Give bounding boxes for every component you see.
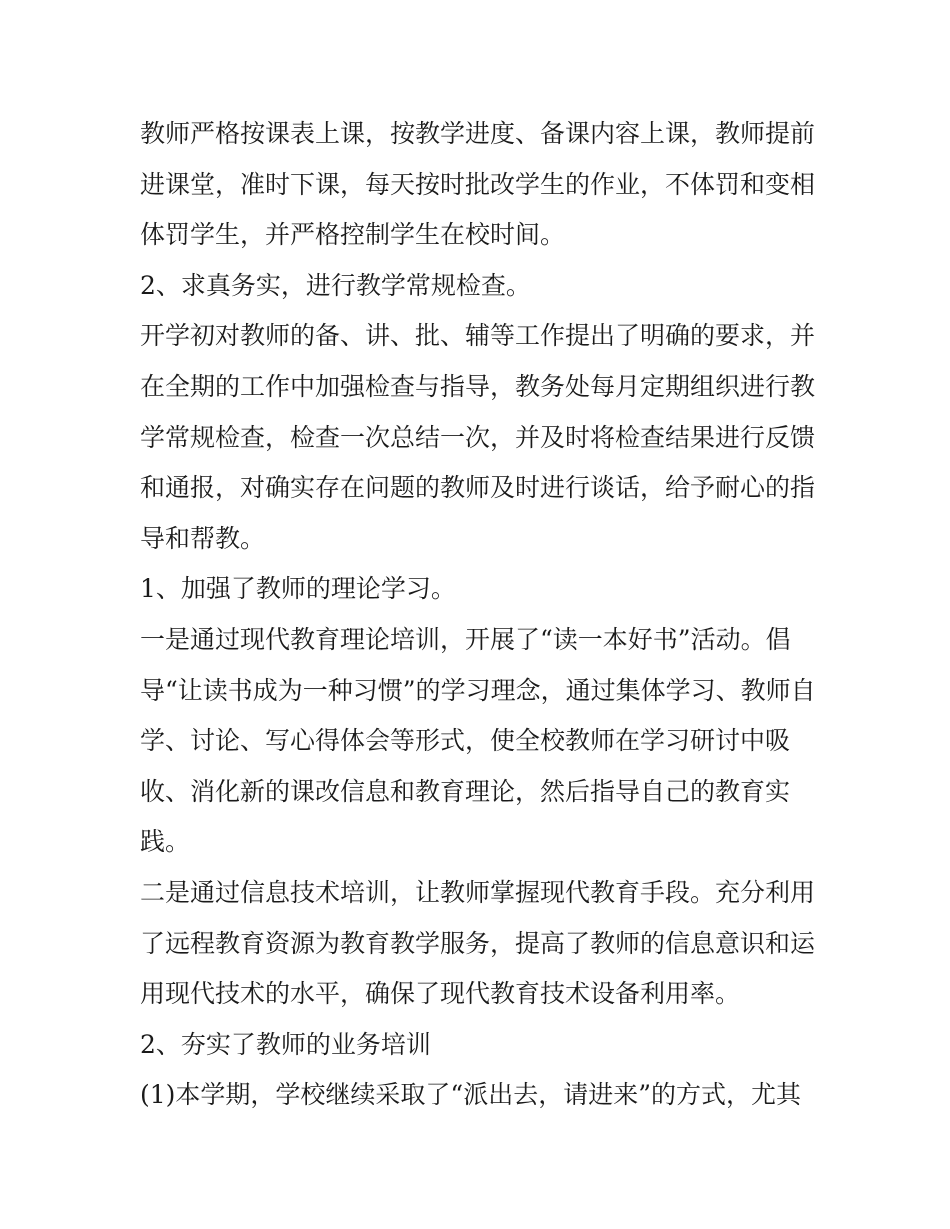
text-line: 践。 xyxy=(140,827,191,857)
text-line: 教师严格按课表上课，按教学进度、备课内容上课，教师提前 xyxy=(140,119,816,148)
text-line: 用现代技术的水平，确保了现代教育技术设备利用率。 xyxy=(140,979,741,1009)
text-line: 二是通过信息技术培训，让教师掌握现代教育手段。充分利用 xyxy=(140,877,816,907)
text-line: 导和帮教。 xyxy=(140,523,266,553)
text-line: 和通报，对确实存在问题的教师及时进行谈话，给予耐心的指 xyxy=(140,473,816,503)
document-body xyxy=(140,109,830,1121)
section-heading: 1、加强了教师的理论学习。 xyxy=(140,574,456,604)
text-line: 在全期的工作中加强检查与指导，教务处每月定期组织进行教 xyxy=(140,371,816,401)
text-line: 进课堂，准时下课，每天按时批改学生的作业，不体罚和变相 xyxy=(140,169,816,199)
text-line: 了远程教育资源为教育教学服务，提高了教师的信息意识和运 xyxy=(140,928,816,958)
text-line: 收、消化新的课改信息和教育理论，然后指导自己的教育实 xyxy=(140,776,791,806)
text-line: 开学初对教师的备、讲、批、辅等工作提出了明确的要求，并 xyxy=(140,321,816,351)
text-line: 导“让读书成为一种习惯”的学习理念，通过集体学习、教师自 xyxy=(140,675,816,705)
text-line: 学常规检查，检查一次总结一次，并及时将检查结果进行反馈 xyxy=(140,422,816,452)
text-line: 体罚学生，并严格控制学生在校时间。 xyxy=(140,220,566,250)
text-line: (1)本学期，学校继续采取了“派出去，请进来”的方式，尤其 xyxy=(140,1080,801,1110)
text-line: 学、讨论、写心得体会等形式，使全校教师在学习研讨中吸 xyxy=(140,726,791,756)
text-line: 一是通过现代教育理论培训，开展了“读一本好书”活动。倡 xyxy=(140,624,791,654)
section-heading: 2、夯实了教师的业务培训 xyxy=(140,1029,431,1059)
section-heading: 2、求真务实，进行教学常规检查。 xyxy=(140,270,531,300)
